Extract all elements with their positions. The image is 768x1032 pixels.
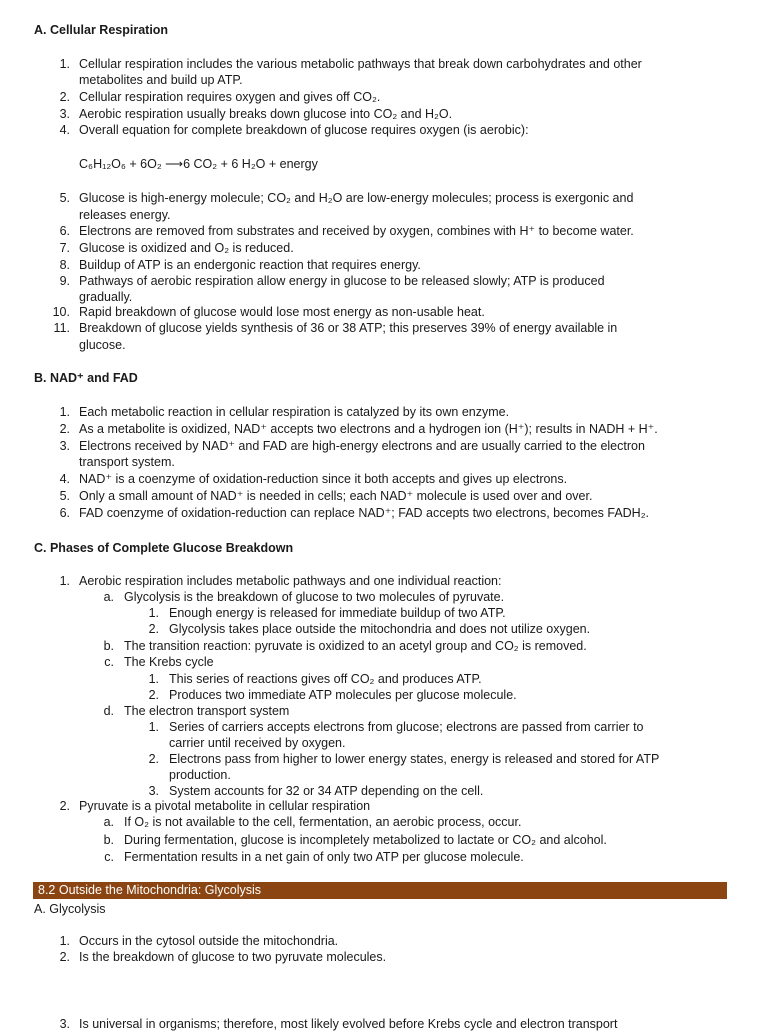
band-title: 8.2 Outside the Mitochondria: Glycolysis <box>38 883 262 897</box>
section-b-heading: B. NAD⁺ and FAD <box>34 371 138 385</box>
document-page: A. Cellular Respiration 1. Cellular respiration includes the various metabolic pathways that break down carbohydrates and other metabolites and build up ATP. 2. Cellular respiration requires oxygen and gives off CO₂. 3. Aerobic respiration usually breaks down glucose into CO₂ and H₂O. 4. Overall equation for complete breakdown of glucose requires oxygen (is aerobic): C₆H₁₂O₆ + 6O₂ ⟶6 CO₂ + 6 H₂O + energy 5. Glucose is high-energy molecule; CO₂ and H₂O are low-energy molecules; process is exergonic and releases energy. 6. Electrons are removed from substrates and received by oxygen, combines with H⁺ to become water. 7. Glucose is oxidized and O₂ is reduced. 8. Buildup of ATP is an endergonic reaction that requires energy. 9. Pathways of aerobic respiration allow energy in glucose to be released slowly; ATP is produced gradually. 10. Rapid breakdown of glucose would lose most energy as non-usable heat. 11. Breakdown of glucose yields synthesis of 36 or 38 ATP; this preserves 39% of energy available in glucose. B. NAD⁺ and FAD 1. Each metabolic reaction in cellular respiration is catalyzed by its own enzyme. 2. As a metabolite is oxidized, NAD⁺ accepts two electrons and a hydrogen ion (H⁺); results in NADH + H⁺. 3. Electrons received by NAD⁺ and FAD are high-energy electrons and are usually carried to the electron transport system. 4. NAD⁺ is a coenzyme of oxidation-reduction since it both accepts and gives up electrons. 5. Only a small amount of NAD⁺ is needed in cells; each NAD⁺ molecule is used over and over. 6. FAD coenzyme of oxidation-reduction can replace NAD⁺; FAD accepts two electrons, becomes FADH₂. C. Phases of Complete Glucose Breakdown 1. Aerobic respiration includes metabolic pathways and one individual reaction: a. Glycolysis is the breakdown of glucose to two molecules of pyruvate. 1. Enough energy is released for immediate buildup of two ATP. 2. Glycolysis takes place outside the mitochondria and does not utilize oxygen. b. The transition reaction: pyruvate is oxidized to an acetyl group and CO₂ is removed. c. The Krebs cycle 1. This series of reactions gives off CO₂ and produces ATP. 2. Produces two immediate ATP molecules per glucose molecule. d. The electron transport system 1. Series of carriers accepts electrons from glucose; electrons are passed from carrier to carrier until received by oxygen. 2. Electrons pass from higher to lower energy states, energy is released and stored for ATP production. 3. System accounts for 32 or 34 ATP depending on the cell. 2. Pyruvate is a pivotal metabolite in cellular respiration a. If O₂ is not available to the cell, fermentation, an aerobic process, occur. b. During fermentation, glucose is incompletely metabolized to lactate or CO₂ and alcohol. c. Fermentation results in a net gain of only two ATP per glucose molecule. 8.2 Outside the Mitochondria: Glycolysis A. Glycolysis 1. Occurs in the cytosol outside the mitochondria. 2. Is the breakdown of glucose to two pyruvate molecules. 3. Is universal in organisms; therefore, most likely evolved before Krebs cycle and electron transport <box>0 0 768 1024</box>
section-a-heading: A. Cellular Respiration <box>34 23 169 37</box>
glycolysis-heading: A. Glycolysis <box>34 902 106 916</box>
section-c-heading: C. Phases of Complete Glucose Breakdown <box>34 541 294 555</box>
section-band-glycolysis <box>33 882 727 899</box>
